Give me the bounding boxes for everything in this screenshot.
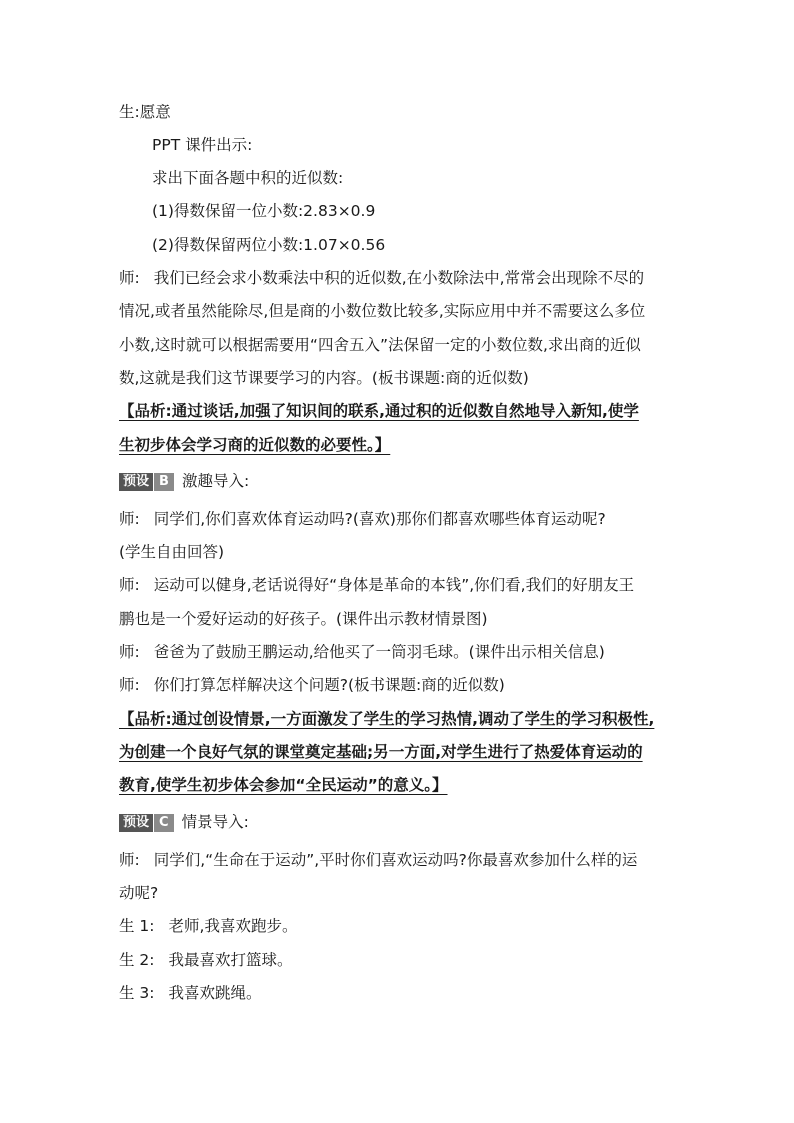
teacher-line: 师: 爸爸为了鼓励王鹏运动,给他买了一筒羽毛球。(课件出示相关信息)	[119, 643, 605, 661]
student-line: 生 2: 我最喜欢打篮球。	[119, 951, 293, 969]
teacher-line: 师: 运动可以健身,老话说得好“身体是革命的本钱”,你们看,我们的好朋友王	[119, 576, 635, 594]
preset-badge: 预设 B	[119, 473, 174, 491]
section-heading-c	[119, 811, 249, 833]
student-line: 生:愿意	[119, 103, 171, 121]
teacher-line: 师: 同学们,“生命在于运动”,平时你们喜欢运动吗?你最喜欢参加什么样的运	[119, 851, 638, 869]
section-title: 激趣导入:	[181, 472, 250, 490]
paragraph-line: 情况,或者虽然能除尽,但是商的小数位数比较多,实际应用中并不需要这么多位	[119, 302, 646, 320]
exercise-item-2: (2)得数保留两位小数:1.07×0.56	[152, 236, 386, 254]
ppt-label: PPT 课件出示:	[152, 136, 253, 154]
teacher-line: 师: 你们打算怎样解决这个问题?(板书课题:商的近似数)	[119, 676, 505, 694]
student-line: 生 1: 老师,我喜欢跑步。	[119, 917, 298, 935]
commentary-line: 【品析:通过谈话,加强了知识间的联系,通过积的近似数自然地导入新知,使学	[119, 402, 639, 420]
preset-badge: 预设 C	[119, 814, 174, 832]
teacher-line: 师: 我们已经会求小数乘法中积的近似数,在小数除法中,常常会出现除不尽的	[119, 269, 645, 287]
paragraph-line: (学生自由回答)	[119, 543, 225, 561]
commentary-line: 教育,使学生初步体会参加“全民运动”的意义。】	[119, 776, 448, 794]
commentary-line: 为创建一个良好气氛的课堂奠定基础;另一方面,对学生进行了热爱体育运动的	[119, 743, 643, 761]
speaker-label: 师:	[119, 269, 140, 287]
commentary-line: 生初步体会学习商的近似数的必要性。】	[119, 436, 391, 454]
student-line: 生 3: 我喜欢跳绳。	[119, 984, 262, 1002]
paragraph-line: 鹏也是一个爱好运动的好孩子。(课件出示教材情景图)	[119, 610, 488, 628]
commentary-line: 【品析:通过创设情景,一方面激发了学生的学习热情,调动了学生的学习积极性,	[119, 710, 655, 728]
exercise-prompt: 求出下面各题中积的近似数:	[152, 169, 344, 187]
paragraph-line: 数,这就是我们这节课要学习的内容。(板书课题:商的近似数)	[119, 369, 529, 387]
teacher-line: 师: 同学们,你们喜欢体育运动吗?(喜欢)那你们都喜欢哪些体育运动呢?	[119, 510, 606, 528]
paragraph-line: 动呢?	[119, 884, 159, 902]
section-title: 情景导入:	[181, 813, 249, 831]
section-heading-b	[119, 470, 249, 492]
paragraph-line: 小数,这时就可以根据需要用“四舍五入”法保留一定的小数位数,求出商的近似	[119, 336, 641, 354]
exercise-item-1: (1)得数保留一位小数:2.83×0.9	[152, 202, 376, 220]
